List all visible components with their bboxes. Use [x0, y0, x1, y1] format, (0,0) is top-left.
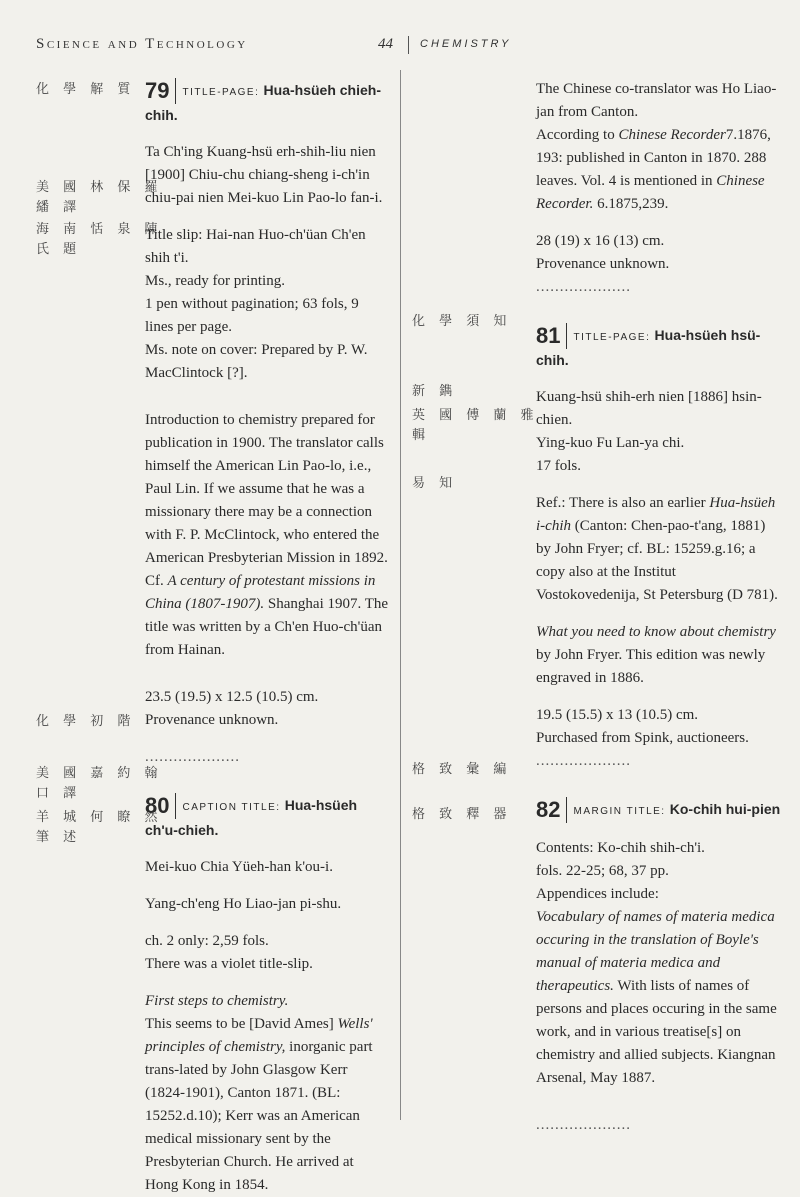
entry-82-collation: fols. 22-25; 68, 37 pp. [536, 863, 669, 879]
entry-79-description: Introduction to chemistry prepared for publication in 1900. The translator calls himself the American Lin Pao-lo, i.e., Paul Lin. If we assume that he was a missionary there may be a connection with F. P. McClintock, who entered the American Presbyterian Mission in 1892. Cf. A century of protestant missions in China (1807-1907). Shanghai 1907. The title was written by a Ch'en Huo-ch'üan from Hainan. [145, 412, 389, 658]
entry-79-imprint: Ta Ch'ing Kuang-hsü erh-shih-liu nien [1900] Chiu-chu chiang-sheng i-ch'in chiu-pai nien Mei-kuo Lin Pao-lo fan-i. [145, 144, 383, 206]
cjk-translator-79: 美 國 林 保 羅 繙 譯 [36, 180, 163, 215]
entry-81-description: What you need to know about chemistry by John Fryer. This edition was newly engraved in 1886. [536, 624, 776, 686]
cjk-title-79: 化 學 解 質 [36, 82, 136, 97]
entry-79-provenance: Provenance unknown. [145, 712, 279, 728]
left-text-column [145, 78, 390, 1197]
entry-type: TITLE-PAGE: [182, 87, 260, 98]
entry-separator: .................... [536, 753, 631, 769]
entry-79-heading [145, 78, 390, 127]
entry-79-note: Ms. note on cover: Prepared by P. W. MacClintock [?]. [145, 342, 368, 381]
entry-81-dimensions: 19.5 (15.5) x 13 (10.5) cm. [536, 707, 699, 723]
cjk-engraved-81: 新 鐫 [412, 384, 458, 399]
cjk-title-80: 化 學 初 階 [36, 714, 136, 729]
page-number: 44 [378, 36, 393, 52]
entry-number: 82 [536, 797, 567, 823]
entry-82-description: Vocabulary of names of materia medica occuring in the translation of Boyle's manual of materia medica and therapeutics. With lists of names of persons and places occuring in the same work, and in various treatise[s] on chemistry and allied subjects. Kiangnan Arsenal, May 1887. [536, 909, 777, 1086]
entry-80-writer: Yang-ch'eng Ho Liao-jan pi-shu. [145, 896, 342, 912]
entry-79-dimensions: 23.5 (19.5) x 12.5 (10.5) cm. [145, 689, 319, 705]
header-divider [408, 36, 409, 54]
entry-79-collation: 1 pen without pagination; 63 fols, 9 lines per page. [145, 296, 359, 335]
entry-82-contents: Contents: Ko-chih shih-ch'i. [536, 840, 705, 856]
entry-title: Hua-hsüeh chieh-chih. [145, 82, 382, 123]
cjk-writer-80: 羊 城 何 瞭 然 筆 述 [36, 810, 163, 845]
cjk-title-81: 化 學 須 知 [412, 314, 512, 329]
entry-81-compiler: Ying-kuo Fu Lan-ya chi. [536, 435, 685, 451]
entry-title: Ko-chih hui-pien [669, 801, 781, 817]
entry-type: CAPTION TITLE: [182, 802, 281, 813]
entry-82-appendices: Appendices include: [536, 886, 659, 902]
entry-number: 79 [145, 78, 176, 104]
column-divider [400, 70, 401, 1120]
entry-79-ms: Ms., ready for printing. [145, 273, 285, 289]
entry-separator: .................... [536, 1117, 631, 1133]
entry-separator: .................... [536, 279, 631, 295]
entry-title: Hua-hsüeh ch'u-chieh. [145, 797, 358, 838]
entry-80-provenance: Provenance unknown. [536, 256, 670, 272]
cjk-ref-81: 易 知 [412, 476, 458, 491]
entry-80-english-title: First steps to chemistry. [145, 993, 289, 1009]
entry-type: TITLE-PAGE: [573, 332, 651, 343]
cjk-compiler-81: 英 國 傅 蘭 雅 輯 [412, 408, 539, 443]
entry-81-reference: Ref.: There is also an earlier Hua-hsüeh i-chih (Canton: Chen-pao-t'ang, 1881) by John Fryer; cf. BL: 15259.g.16; a copy also at the Institut Vostokovedenija, St Petersburg (D 781). [536, 495, 778, 603]
entry-81-imprint: Kuang-hsü shih-erh nien [1886] hsin-chien. [536, 389, 762, 428]
running-header-section: Science and Technology [36, 36, 248, 52]
entry-title: Hua-hsüeh hsü-chih. [536, 327, 761, 368]
entry-79-titleslip: Title slip: Hai-nan Huo-ch'üan Ch'en shih t'i. [145, 227, 366, 266]
entry-number: 80 [145, 793, 176, 819]
entry-separator: .................... [145, 749, 240, 765]
entry-type: MARGIN TITLE: [573, 806, 666, 817]
entry-80-cotranslator: The Chinese co-translator was Ho Liao-jan from Canton. [536, 81, 777, 120]
entry-80-description: This seems to be [David Ames] Wells' principles of chemistry, inorganic part trans-lated by John Glasgow Kerr (1824-1901), Canton 1871. (BL: 15252.d.10); Kerr was an American medical missionary sent by the Presbyterian Church. He arrived at Hong Kong in 1854. [145, 1016, 373, 1193]
entry-81-provenance: Purchased from Spink, auctioneers. [536, 730, 749, 746]
entry-82-heading [536, 797, 781, 823]
entry-81-collation: 17 fols. [536, 458, 581, 474]
cjk-titleslip-79: 海 南 恬 泉 陳 氏 題 [36, 222, 163, 257]
entry-80-translator: Mei-kuo Chia Yüeh-han k'ou-i. [145, 859, 333, 875]
right-text-column [536, 78, 781, 1137]
entry-81-heading [536, 323, 781, 372]
entry-number: 81 [536, 323, 567, 349]
entry-80-titleslip: There was a violet title-slip. [145, 956, 313, 972]
cjk-contents-82: 格 致 釋 器 [412, 807, 512, 822]
running-header-subject: CHEMISTRY [420, 38, 512, 50]
entry-80-heading [145, 793, 390, 842]
cjk-title-82: 格 致 彙 編 [412, 762, 512, 777]
entry-80-recorder-note: According to Chinese Recorder7.1876, 193: published in Canton in 1870. 288 leaves. Vol. 4 is mentioned in Chinese Recorder. 6.1875,239. [536, 127, 771, 212]
entry-80-dimensions: 28 (19) x 16 (13) cm. [536, 233, 665, 249]
cjk-translator-80: 美 國 嘉 約 翰 口 譯 [36, 766, 163, 801]
entry-80-collation: ch. 2 only: 2,59 fols. [145, 933, 269, 949]
